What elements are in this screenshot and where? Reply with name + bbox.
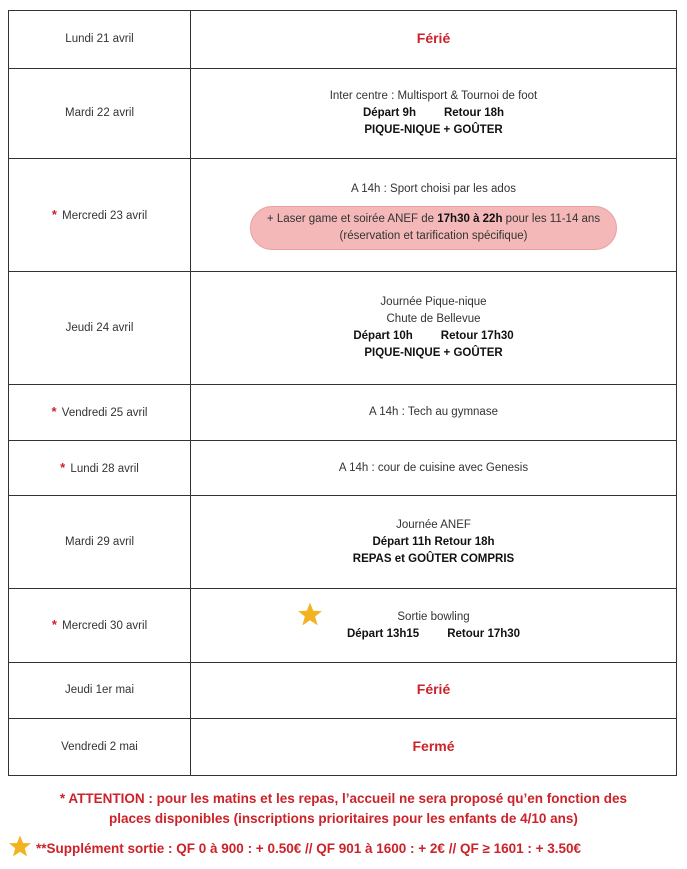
- date-label: Mardi 22 avril: [64, 107, 135, 119]
- date-label: Jeudi 1er mai: [64, 684, 135, 696]
- note-time: 17h30 à 22h: [437, 212, 503, 225]
- retour-time: Retour 17h30: [447, 627, 521, 640]
- supplement-text: **Supplément sortie : QF 0 à 900 : + 0.50€ // QF 901 à 1600 : + 2€ // QF ≥ 1601 : + 3.50€: [36, 841, 582, 856]
- table-row: [9, 69, 677, 159]
- date-cell: [9, 496, 191, 589]
- gold-star-icon: [8, 834, 32, 858]
- activity-extra: PIQUE-NIQUE + GOÛTER: [364, 124, 503, 136]
- date-cell: [9, 272, 191, 385]
- attention-line: places disponibles (inscriptions prioritaires pour les enfants de 4/10 ans): [109, 811, 578, 826]
- date-label: Lundi 21 avril: [65, 33, 134, 45]
- activity-cell: [191, 496, 677, 589]
- activity-cell: [191, 589, 677, 663]
- activity-extra: PIQUE-NIQUE + GOÛTER: [364, 347, 503, 359]
- activity-title: Sortie bowling: [397, 610, 470, 623]
- schedule-times: [191, 328, 676, 345]
- activity-title: Journée Pique-nique: [380, 296, 487, 308]
- activity-cell: [191, 159, 677, 272]
- retour-time: Retour 17h30: [440, 330, 514, 342]
- date-cell: [9, 589, 191, 663]
- table-row: [9, 719, 677, 776]
- table-row: [9, 159, 677, 272]
- note-text: pour les 11-14 ans: [502, 212, 601, 225]
- activity-extra: REPAS et GOÛTER COMPRIS: [352, 552, 515, 565]
- attention-line: * ATTENTION : pour les matins et les repas, l’accueil ne sera proposé qu’en fonction des: [59, 791, 628, 806]
- gold-star-icon: [297, 601, 323, 627]
- schedule-times: [191, 626, 676, 643]
- table-row: [9, 272, 677, 385]
- depart-time: Départ 10h: [353, 330, 413, 342]
- activity-cell: [191, 272, 677, 385]
- activity-cell: [191, 441, 677, 496]
- table-row: [9, 385, 677, 441]
- schedule-times: [191, 105, 676, 122]
- table-row: [9, 589, 677, 663]
- date-label: Vendredi 25 avril: [61, 407, 148, 419]
- date-label: Mercredi 23 avril: [62, 209, 148, 222]
- activity-cell: [191, 663, 677, 719]
- date-label: Mardi 29 avril: [64, 535, 135, 548]
- date-cell: [9, 11, 191, 69]
- asterisk-marker: *: [51, 206, 57, 222]
- activity-cell: [191, 385, 677, 441]
- supplement-note: [8, 834, 581, 861]
- schedule-table: [8, 10, 677, 776]
- activity-cell: [191, 719, 677, 776]
- activity-cell: [191, 69, 677, 159]
- asterisk-marker: *: [51, 617, 57, 632]
- date-cell: [9, 663, 191, 719]
- table-row: [9, 441, 677, 496]
- note-text: (réservation et tarification spécifique): [339, 229, 528, 242]
- date-cell: [9, 441, 191, 496]
- activity-title: A 14h : Sport choisi par les ados: [351, 182, 516, 195]
- activity-cell: [191, 11, 677, 69]
- date-label: Vendredi 2 mai: [61, 740, 138, 753]
- asterisk-marker: *: [51, 404, 57, 419]
- activity-location: Chute de Bellevue: [386, 313, 481, 325]
- table-row: [9, 11, 677, 69]
- date-cell: [9, 385, 191, 441]
- date-cell: [9, 719, 191, 776]
- status-label: Férié: [416, 681, 451, 697]
- highlight-note: [250, 206, 617, 250]
- activity-title: A 14h : cour de cuisine avec Genesis: [338, 461, 529, 474]
- table-row: [9, 663, 677, 719]
- note-text: + Laser game et soirée ANEF de: [266, 212, 438, 225]
- date-label: Lundi 28 avril: [70, 462, 139, 475]
- schedule-times: Départ 11h Retour 18h: [372, 535, 495, 548]
- activity-title: A 14h : Tech au gymnase: [369, 406, 498, 418]
- date-cell: [9, 69, 191, 159]
- activity-title: Journée ANEF: [396, 518, 471, 531]
- depart-time: Départ 13h15: [346, 627, 420, 640]
- depart-time: Départ 9h: [362, 107, 416, 119]
- date-label: Jeudi 24 avril: [65, 321, 134, 334]
- status-label: Fermé: [412, 737, 455, 754]
- attention-note: [0, 789, 687, 829]
- retour-time: Retour 18h: [443, 107, 505, 119]
- table-row: [9, 496, 677, 589]
- date-cell: [9, 159, 191, 272]
- status-label: Férié: [416, 30, 451, 46]
- date-label: Mercredi 30 avril: [62, 620, 148, 632]
- asterisk-marker: *: [60, 459, 66, 475]
- activity-title: Inter centre : Multisport & Tournoi de foot: [329, 90, 538, 102]
